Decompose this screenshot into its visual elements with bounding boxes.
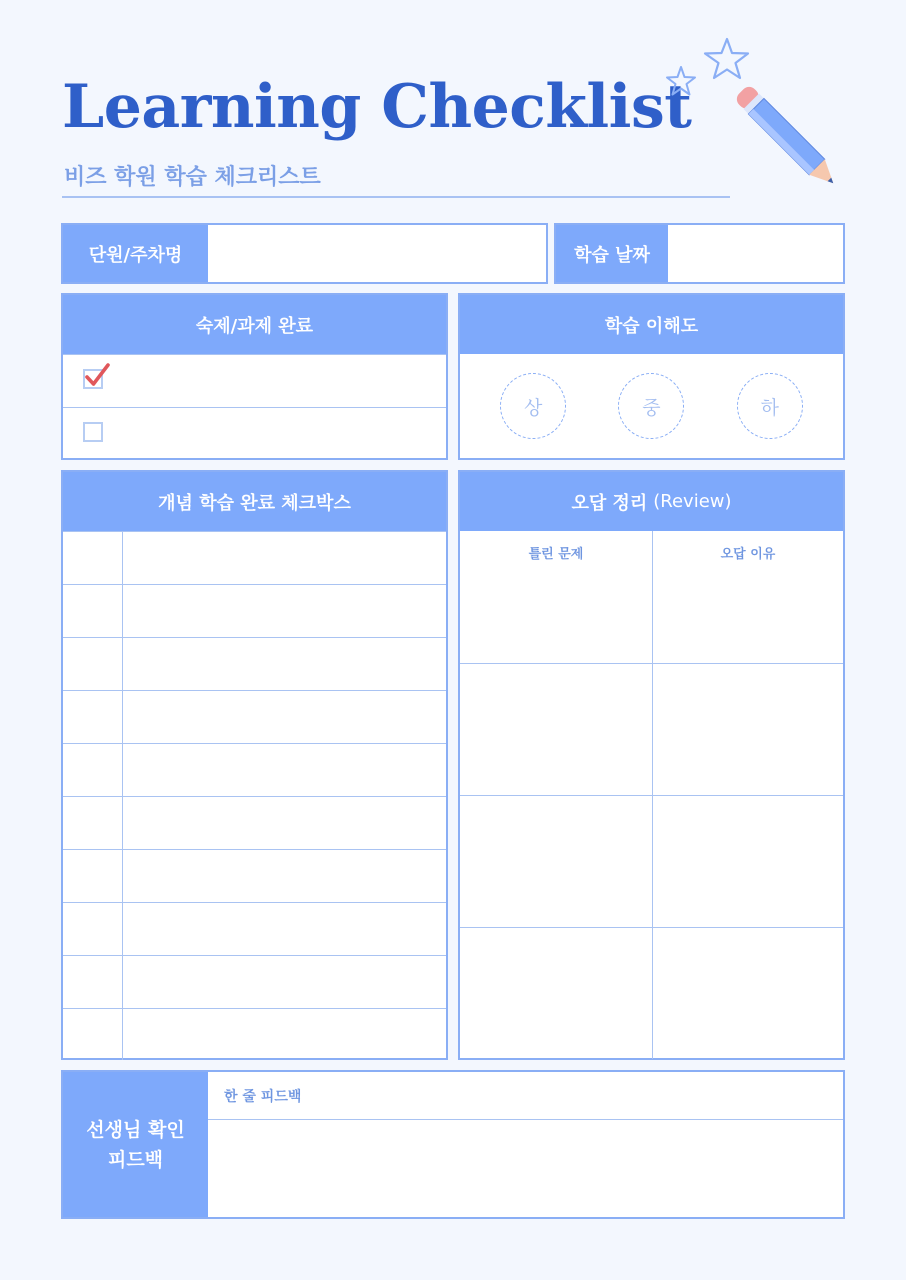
wrong-question-cell[interactable] xyxy=(460,927,653,1059)
level-low-option[interactable]: 하 xyxy=(737,373,803,439)
concept-check-cell[interactable] xyxy=(63,797,123,849)
page-subtitle: 비즈 학원 학습 체크리스트 xyxy=(64,165,321,190)
concept-check-cell[interactable] xyxy=(63,532,123,584)
review-header xyxy=(460,472,843,531)
feedback-label-line2: 피드백 xyxy=(107,1148,164,1171)
unit-name-box xyxy=(61,223,548,284)
table-row xyxy=(63,1008,446,1060)
study-date-label: 학습 날짜 xyxy=(556,225,668,282)
check-mark-icon xyxy=(83,363,111,389)
page-title: Learning Checklist xyxy=(62,72,692,142)
oneline-feedback-label: 한 줄 피드백 xyxy=(224,1089,302,1105)
concept-check-cell[interactable] xyxy=(63,638,123,690)
concept-header: 개념 학습 완료 체크박스 xyxy=(63,472,446,531)
homework-row xyxy=(63,407,446,460)
table-row xyxy=(63,531,446,584)
homework-section xyxy=(61,293,448,460)
concept-check-cell[interactable] xyxy=(63,903,123,955)
review-title-en: (Review) xyxy=(653,491,732,512)
table-row xyxy=(63,637,446,690)
wrong-reason-header: 오답 이유 xyxy=(720,547,776,562)
feedback-body-field[interactable] xyxy=(208,1120,843,1217)
feedback-label-line1: 선생님 확인 xyxy=(86,1118,185,1141)
understanding-section xyxy=(458,293,845,460)
title-divider xyxy=(62,196,730,198)
table-row xyxy=(63,796,446,849)
wrong-question-cell[interactable] xyxy=(460,795,653,927)
table-row xyxy=(63,849,446,902)
understanding-options xyxy=(460,354,843,458)
star-icon xyxy=(664,64,698,98)
concept-check-cell[interactable] xyxy=(63,850,123,902)
homework-checkbox[interactable] xyxy=(83,422,103,442)
wrong-question-header: 틀린 문제 xyxy=(528,547,584,562)
concept-section xyxy=(61,470,448,1060)
table-row xyxy=(63,955,446,1008)
unit-name-label: 단원/주차명 xyxy=(63,225,208,282)
unit-name-field[interactable] xyxy=(208,225,546,282)
study-date-box xyxy=(554,223,845,284)
concept-check-cell[interactable] xyxy=(63,744,123,796)
wrong-reason-cell[interactable] xyxy=(653,531,843,663)
table-row xyxy=(63,690,446,743)
concept-check-cell[interactable] xyxy=(63,691,123,743)
oneline-feedback-field[interactable] xyxy=(208,1072,843,1120)
wrong-question-cell[interactable] xyxy=(460,531,653,663)
wrong-reason-cell[interactable] xyxy=(653,795,843,927)
table-row xyxy=(63,584,446,637)
feedback-section xyxy=(61,1070,845,1219)
concept-check-cell[interactable] xyxy=(63,1009,123,1060)
level-high-option[interactable]: 상 xyxy=(500,373,566,439)
pencil-icon xyxy=(726,76,850,200)
table-row xyxy=(63,902,446,955)
study-date-field[interactable] xyxy=(668,225,843,282)
review-table xyxy=(460,531,843,1059)
wrong-reason-cell[interactable] xyxy=(653,927,843,1059)
level-mid-option[interactable]: 중 xyxy=(618,373,684,439)
understanding-header: 학습 이해도 xyxy=(460,295,843,354)
wrong-question-cell[interactable] xyxy=(460,663,653,795)
feedback-label xyxy=(63,1072,208,1217)
concept-check-cell[interactable] xyxy=(63,956,123,1008)
concept-check-cell[interactable] xyxy=(63,585,123,637)
review-title: 오답 정리 xyxy=(571,492,648,514)
homework-row xyxy=(63,354,446,407)
homework-header: 숙제/과제 완료 xyxy=(63,295,446,354)
table-row xyxy=(63,743,446,796)
wrong-reason-cell[interactable] xyxy=(653,663,843,795)
review-section xyxy=(458,470,845,1060)
homework-checkbox[interactable] xyxy=(83,369,103,389)
